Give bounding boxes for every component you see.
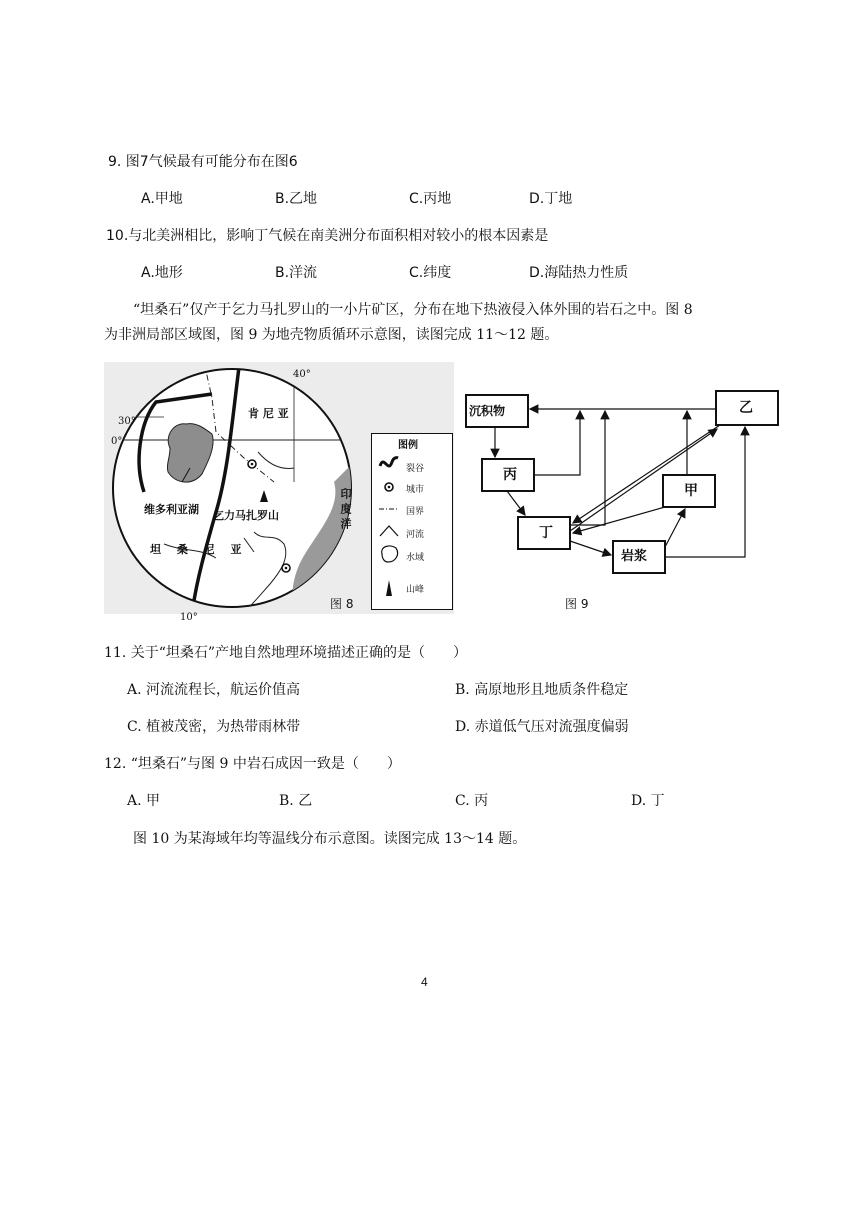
legend-rift: 裂谷 <box>406 464 425 474</box>
legend-water-icon <box>382 546 398 562</box>
legend-river: 河流 <box>406 530 425 540</box>
q12-option-d: D. 丁 <box>631 793 665 809</box>
fig8-victoria: 维多利亚湖 <box>144 503 199 516</box>
legend-title: 图例 <box>398 440 418 451</box>
fig9-yi: 乙 <box>739 400 753 416</box>
q12-stem: 12. “坦桑石”与图 9 中岩石成因一致是（ ） <box>104 756 401 772</box>
q9-option-d: D.丁地 <box>529 191 573 207</box>
legend-peak-icon <box>386 580 392 596</box>
intro-13-14: 图 10 为某海域年均等温线分布示意图。读图完成 13～14 题。 <box>133 831 527 847</box>
fig8-indian-ocean: 印 度 洋 <box>339 488 352 529</box>
legend-river-icon <box>380 526 398 536</box>
fig8-kenya: 肯 尼 亚 <box>248 407 289 420</box>
fig8-kilimanjaro: 乞力马扎罗山 <box>213 509 279 522</box>
q11-stem: 11. 关于“坦桑石”产地自然地理环境描述正确的是（ ） <box>104 645 468 661</box>
legend-peak: 山峰 <box>406 585 425 595</box>
q12-option-b: B. 乙 <box>279 793 313 809</box>
q10-stem: 10.与北美洲相比，影响丁气候在南美洲分布面积相对较小的根本因素是 <box>106 228 549 244</box>
fig8-caption: 图 8 <box>330 597 354 611</box>
q11-option-c: C. 植被茂密，为热带雨林带 <box>127 719 301 735</box>
legend-border: 国界 <box>406 507 425 517</box>
fig9-ding: 丁 <box>539 525 553 541</box>
q10-option-a: A.地形 <box>141 265 183 281</box>
legend-water: 水域 <box>406 553 425 563</box>
fig9-caption: 图 9 <box>565 597 589 611</box>
q9-stem: 9. 图7气候最有可能分布在图6 <box>108 154 298 170</box>
q12-option-a: A. 甲 <box>127 793 161 809</box>
q10-option-b: B.洋流 <box>275 265 318 281</box>
q11-option-d: D. 赤道低气压对流强度偏弱 <box>455 719 629 735</box>
intro-11-12-line2: 为非洲局部区域图，图 9 为地壳物质循环示意图，读图完成 11～12 题。 <box>104 327 559 343</box>
q11-option-a: A. 河流流程长，航运价值高 <box>127 682 301 698</box>
q9-option-c: C.丙地 <box>409 191 452 207</box>
fig9-bing: 丙 <box>503 467 517 483</box>
fig9-magma: 岩浆 <box>621 549 648 564</box>
fig8-lat-0: 0° <box>111 436 123 447</box>
page-number: 4 <box>421 975 428 989</box>
q9-option-b: B.乙地 <box>275 191 318 207</box>
fig8-legend <box>371 433 453 610</box>
fig9-jia: 甲 <box>684 483 698 499</box>
intro-11-12-line1: “坦桑石”仅产于乞力马扎罗山的一小片矿区，分布在地下热液侵入体外围的岩石之中。图 8 <box>133 302 693 318</box>
fig9-sediment: 沉积物 <box>469 404 506 418</box>
q12-option-c: C. 丙 <box>455 793 489 809</box>
legend-rift-icon <box>380 458 398 466</box>
q11-option-b: B. 高原地形且地质条件稳定 <box>455 682 629 698</box>
q10-option-d: D.海陆热力性质 <box>529 265 629 281</box>
q10-option-c: C.纬度 <box>409 265 452 281</box>
fig8-lat-30: 30° <box>118 416 136 427</box>
fig8-tanzania: 坦 桑 尼 亚 <box>150 543 248 556</box>
legend-city: 城市 <box>406 485 425 495</box>
fig8-lat-40: 40° <box>293 369 311 380</box>
fig8-lat-10: 10° <box>180 612 198 623</box>
q9-option-a: A.甲地 <box>141 191 183 207</box>
